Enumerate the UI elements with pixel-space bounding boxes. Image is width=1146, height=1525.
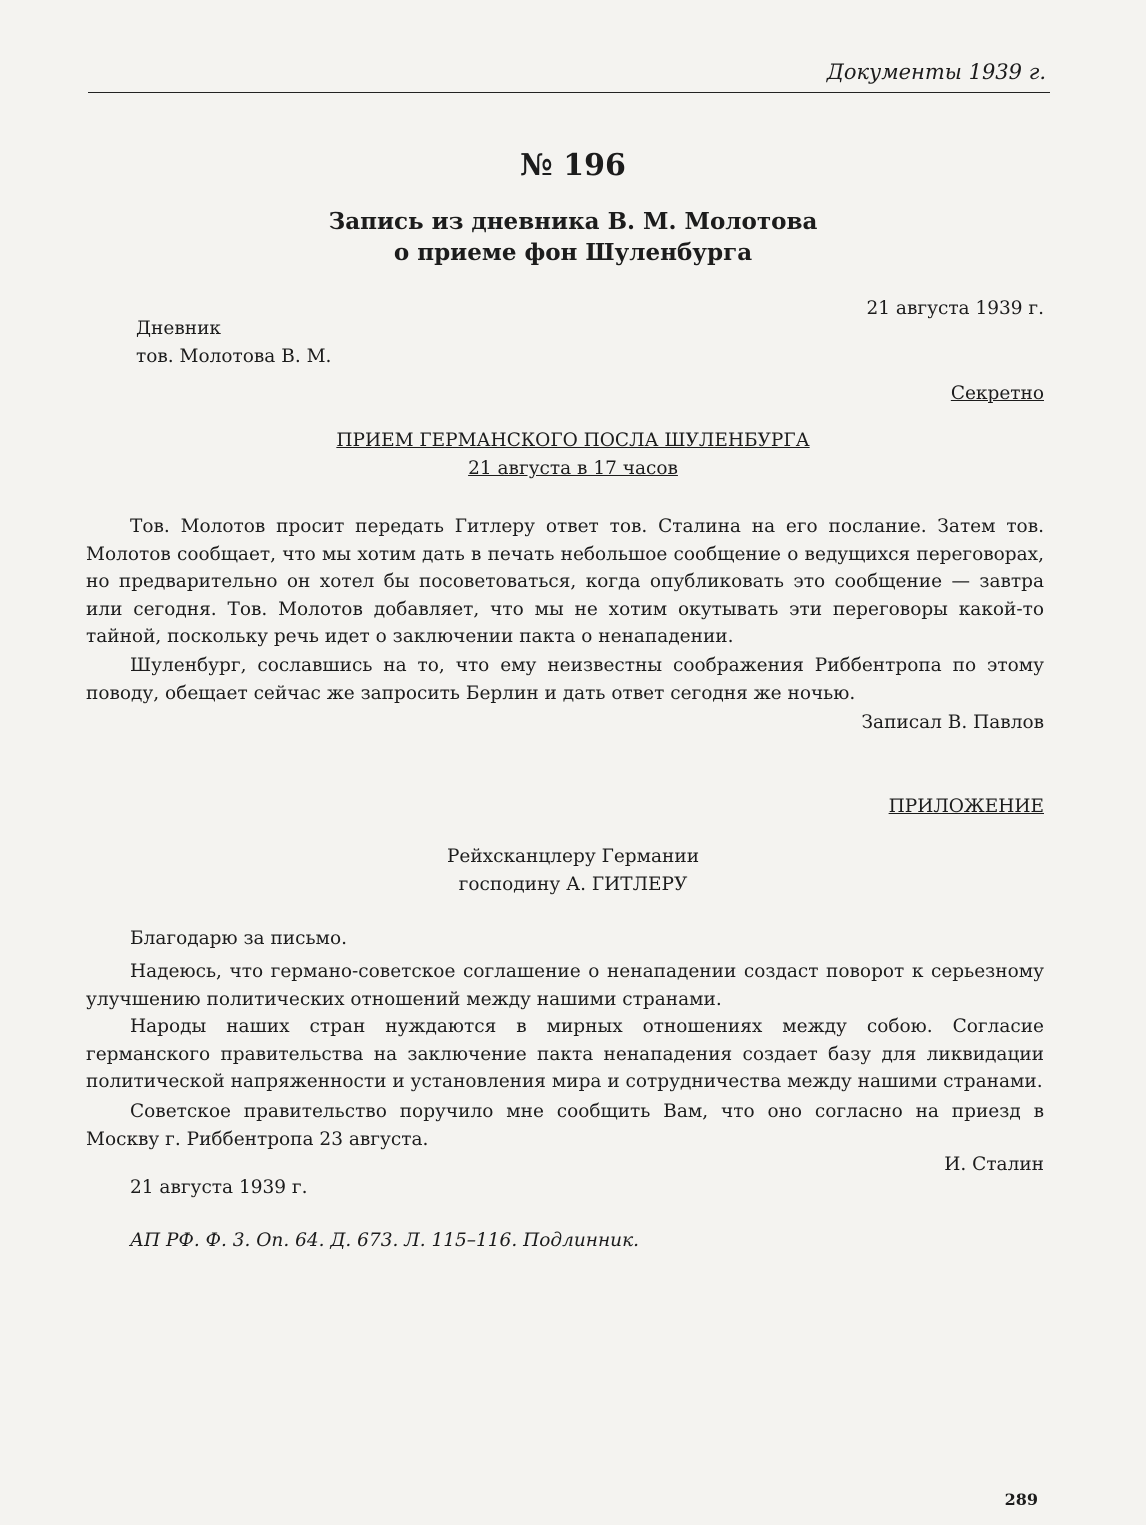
- diary-owner: тов. Молотова В. М.: [136, 346, 332, 367]
- signature: И. Сталин: [944, 1154, 1044, 1175]
- letter-paragraph-4: Советское правительство поручило мне сообщить Вам, что оно согласно на приезд в Москву г. Риббентропа 23 августа.: [86, 1101, 1044, 1150]
- running-title: Документы 1939 г.: [826, 60, 1046, 84]
- letter-paragraph-2: Надеюсь, что германо-советское соглашение о ненападении создаст поворот к серьезному улучшению политических отношений между нашими странами.: [86, 961, 1044, 1010]
- letter-date: 21 августа 1939 г.: [130, 1177, 308, 1198]
- letter-paragraph-1: Благодарю за письмо.: [130, 928, 347, 949]
- title-line-2: о приеме фон Шуленбурга: [393, 239, 753, 266]
- paragraph-1: Тов. Молотов просит передать Гитлеру ответ тов. Сталина на его послание. Затем тов. Молотов сообщает, что мы хотим дать в печать небольшое сообщение о ведущихся переговорах, но предварительно он хотел бы посоветоваться, когда опубликовать это сообщение — завтра или сегодня. Тов. Молотов добавляет, что мы не хотим окутывать эти переговоры какой-то тайной, поскольку речь идет о заключении пакта о ненападении.: [86, 516, 1044, 647]
- document-date: 21 августа 1939 г.: [866, 298, 1044, 319]
- archive-reference: АП РФ. Ф. 3. Оп. 64. Д. 673. Л. 115–116. Подлинник.: [130, 1230, 639, 1251]
- recorded-by: Записал В. Павлов: [861, 712, 1044, 733]
- header-rule: [88, 92, 1050, 93]
- letter-paragraph-3: Народы наших стран нуждаются в мирных отношениях между собою. Согласие германского правительства на заключение пакта ненападения создает базу для ликвидации политической напряженности и установления мира и сотрудничества между нашими странами.: [86, 1016, 1044, 1092]
- addressee-line-2: господину А. ГИТЛЕРУ: [458, 874, 688, 895]
- reception-heading: ПРИЕМ ГЕРМАНСКОГО ПОСЛА ШУЛЕНБУРГА: [336, 430, 810, 451]
- reception-time: 21 августа в 17 часов: [468, 458, 678, 479]
- classification-mark: Секретно: [950, 383, 1044, 404]
- page-number: 289: [1004, 1490, 1038, 1509]
- paragraph-2: Шуленбург, сославшись на то, что ему неизвестны соображения Риббентропа по этому поводу, обещает сейчас же запросить Берлин и дать ответ сегодня же ночью.: [86, 655, 1044, 704]
- diary-label: Дневник: [136, 318, 221, 339]
- title-line-1: Запись из дневника В. М. Молотова: [328, 208, 818, 235]
- appendix-label: ПРИЛОЖЕНИЕ: [888, 796, 1044, 817]
- document-title: [0, 206, 1146, 268]
- document-number: № 196: [520, 148, 626, 183]
- addressee-line-1: Рейхсканцлеру Германии: [446, 846, 700, 867]
